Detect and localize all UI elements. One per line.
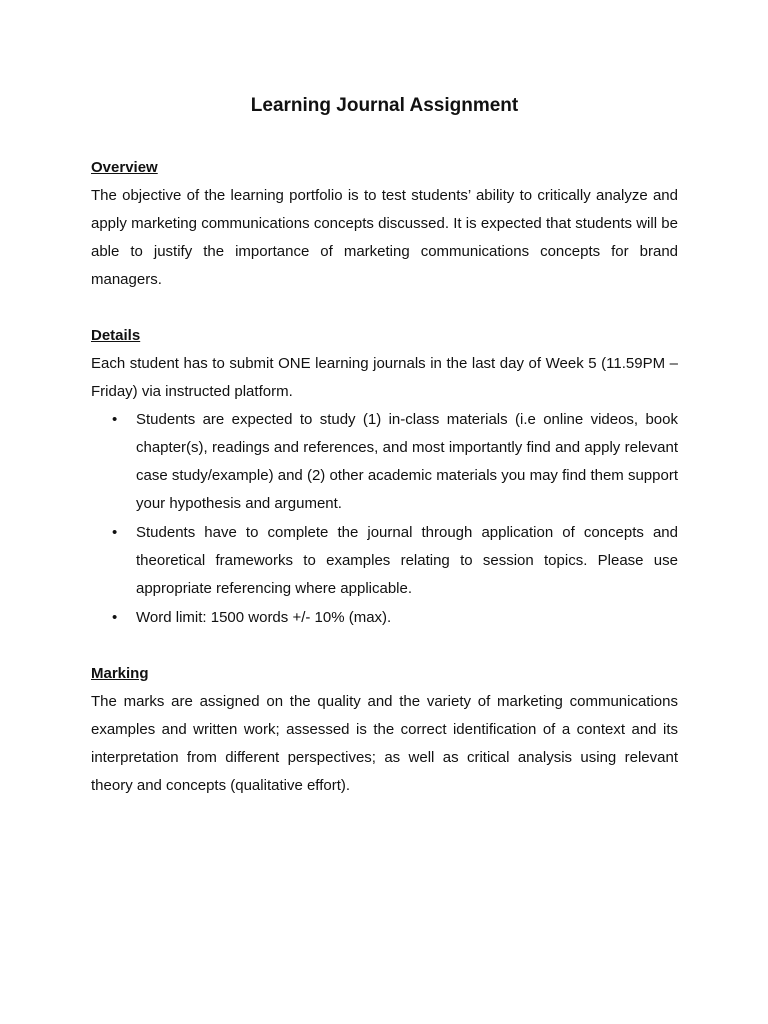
bullet-text: Word limit: 1500 words +/- 10% (max). bbox=[136, 609, 392, 626]
document-content bbox=[91, 92, 678, 828]
bullet-item bbox=[91, 604, 678, 632]
details-bullet-list bbox=[91, 406, 678, 632]
bullet-icon: • bbox=[112, 524, 118, 541]
marking-text: The marks are assigned on the quality and the variety of marketing communications examples and written work; assessed is the correct identification of a context and its interpretation from different perspectives; as well as critical analysis using relevant theory and concepts (qualitative effort). bbox=[91, 693, 678, 794]
marking-section bbox=[91, 660, 678, 800]
bullet-icon: • bbox=[112, 411, 118, 428]
details-heading: Details bbox=[91, 327, 141, 344]
bullet-item bbox=[91, 519, 678, 603]
marking-heading: Marking bbox=[91, 665, 149, 682]
document-title: Learning Journal Assignment bbox=[250, 95, 519, 116]
bullet-text: Students are expected to study (1) in-class materials (i.e online videos, book chapter(s), readings and references, and most importantly find and apply relevant case study/example) and (2) other academic materials you may find them support your hypothesis and argument. bbox=[136, 411, 678, 512]
bullet-item bbox=[91, 406, 678, 518]
overview-section bbox=[91, 154, 678, 294]
overview-text: The objective of the learning portfolio is to test students’ ability to critically analyze and apply marketing communications concepts discussed. It is expected that students will be able to justify the importance of marketing communications concepts for brand managers. bbox=[91, 187, 678, 288]
bullet-text: Students have to complete the journal through application of concepts and theoretical frameworks to examples relating to session topics. Please use appropriate referencing where applicable. bbox=[136, 524, 678, 597]
overview-heading: Overview bbox=[91, 159, 158, 176]
bullet-icon: • bbox=[112, 609, 118, 626]
details-intro: Each student has to submit ONE learning journals in the last day of Week 5 (11.59PM – Friday) via instructed platform. bbox=[91, 355, 678, 400]
details-section bbox=[91, 322, 678, 632]
